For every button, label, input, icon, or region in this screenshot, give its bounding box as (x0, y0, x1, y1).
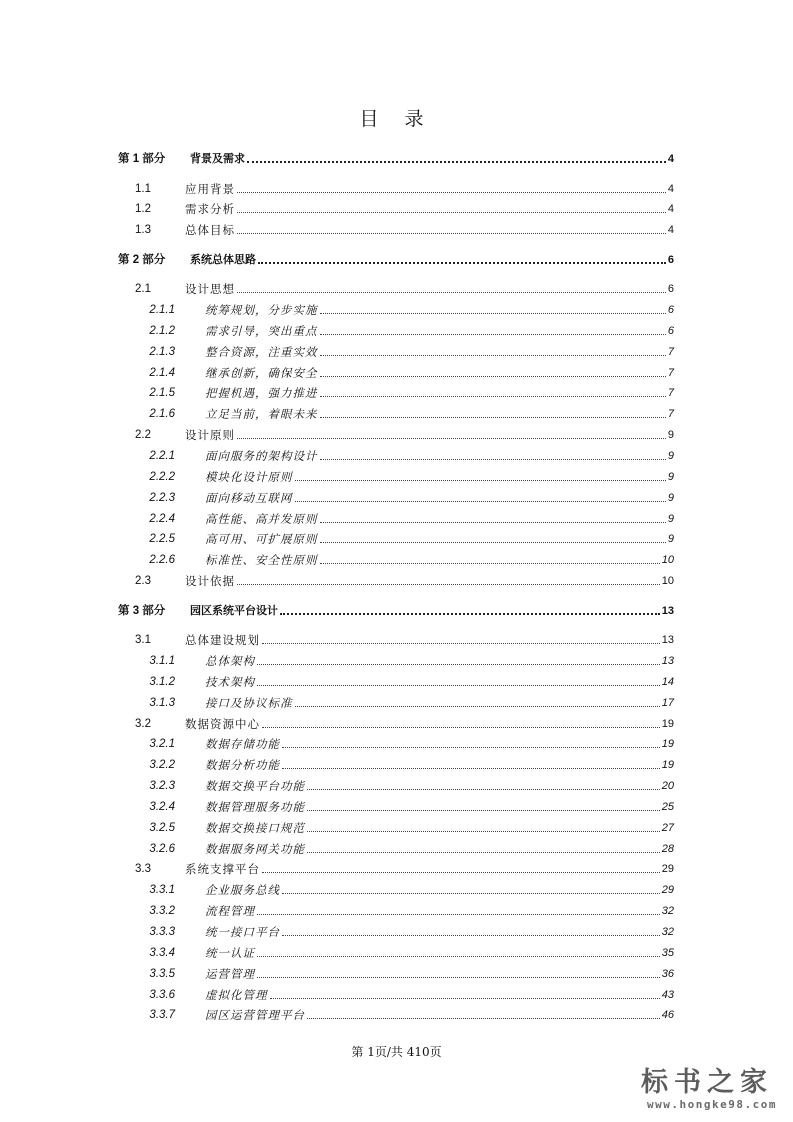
toc-entry-page: 4 (667, 224, 674, 237)
toc-entry[interactable] (118, 318, 674, 338)
toc-entry-page: 6 (667, 253, 674, 266)
toc-entry-page: 9 (667, 491, 674, 504)
toc-entry[interactable] (118, 485, 674, 505)
dot-leader (257, 976, 660, 978)
toc-entry-page: 20 (661, 780, 674, 793)
logo-text: 标书之家 (641, 1067, 773, 1098)
toc-entry[interactable] (118, 961, 674, 981)
toc-entry-title: 技术架构 (205, 674, 255, 689)
toc-entry-number: 3.2.1 (149, 738, 175, 751)
toc-entry[interactable] (118, 176, 674, 196)
toc-entry[interactable] (118, 836, 674, 856)
toc-entry-page: 29 (661, 884, 674, 897)
toc-entry-number: 2.1.2 (149, 324, 175, 337)
toc-entry-title: 运营管理 (205, 966, 255, 981)
dot-leader (237, 291, 666, 293)
toc-entry-title: 流程管理 (205, 904, 255, 919)
toc-entry-title: 数据存储功能 (205, 737, 280, 752)
toc-entry-page: 43 (661, 988, 674, 1001)
toc-entry-title: 企业服务总线 (205, 883, 280, 898)
dot-leader (270, 997, 660, 999)
toc-entry-title: 设计依据 (185, 574, 235, 589)
toc-entry-title: 总体架构 (205, 653, 255, 668)
toc-entry[interactable] (118, 380, 674, 400)
toc-entry-number: 3.3.2 (149, 905, 175, 918)
toc-entry[interactable] (118, 815, 674, 835)
toc-entry-title: 面向服务的架构设计 (205, 449, 318, 463)
toc-entry[interactable] (118, 464, 674, 484)
toc-entry-page: 9 (667, 470, 674, 483)
toc-entry-title: 整合资源，注重实效 (205, 344, 318, 359)
dot-leader (237, 211, 666, 213)
dot-leader (320, 312, 666, 314)
toc-entry-page: 7 (667, 366, 674, 379)
dot-leader (258, 261, 666, 264)
toc-entry-number: 3.3.1 (149, 884, 175, 897)
toc-entry-title: 数据交换平台功能 (205, 779, 305, 794)
toc-entry-title: 需求引导，突出重点 (205, 323, 318, 338)
toc-entry[interactable] (118, 526, 674, 546)
toc-entry-page: 25 (661, 800, 674, 813)
dot-leader (307, 788, 660, 790)
toc-entry-number: 2.2.1 (149, 450, 175, 462)
toc-entry-page: 14 (661, 675, 674, 688)
dot-leader (320, 416, 666, 418)
toc-entry-page: 7 (667, 345, 674, 358)
toc-entry-number: 3.2.4 (149, 800, 175, 813)
toc-entry-page: 27 (661, 821, 674, 834)
toc-entry-number: 3.1.3 (149, 696, 175, 709)
toc-entry-title: 虚拟化管理 (205, 987, 268, 1002)
dot-leader (237, 437, 666, 439)
toc-entry-page: 28 (661, 842, 674, 855)
dot-leader (282, 746, 660, 748)
toc-entry-number: 第 2 部分 (118, 253, 166, 266)
toc-entry-number: 2.2.6 (149, 554, 175, 567)
toc-entry[interactable] (118, 856, 674, 876)
toc-entry-number: 2.1.1 (149, 304, 175, 317)
dot-leader (257, 955, 660, 957)
toc-entry-page: 9 (667, 533, 674, 546)
toc-entry-title: 继承创新，确保安全 (205, 365, 318, 380)
toc-entry-page: 32 (661, 905, 674, 918)
toc-entry-number: 3.2.6 (149, 842, 175, 855)
toc-entry-number: 3.1.2 (149, 675, 175, 688)
toc-entry-number: 3.3.3 (149, 926, 175, 938)
toc-entry-number: 1.3 (135, 224, 151, 237)
toc-entry-title: 背景及需求 (190, 152, 245, 165)
toc-entry-page: 17 (661, 696, 674, 709)
toc-entry-page: 10 (661, 554, 674, 567)
toc-entry-number: 1.2 (135, 203, 151, 216)
toc-entry-page: 6 (667, 283, 674, 296)
toc-entry[interactable] (118, 794, 674, 814)
toc-entry[interactable] (118, 217, 674, 237)
toc-entry-number: 3.3.6 (149, 988, 175, 1001)
dot-leader (282, 892, 660, 894)
toc-entry-page: 13 (661, 654, 674, 667)
toc-entry-page: 7 (667, 408, 674, 421)
toc-entry-page: 6 (667, 324, 674, 337)
toc-entry[interactable] (118, 297, 674, 317)
page-footer: 第 1页/共 410页 (351, 1045, 442, 1059)
toc-entry-title: 接口及协议标准 (205, 695, 293, 710)
toc-entry-title: 数据服务网关功能 (205, 841, 305, 856)
toc-entry[interactable] (118, 360, 674, 380)
toc-entry-page: 19 (661, 759, 674, 772)
toc-entry-number: 3.3.7 (149, 1009, 175, 1022)
toc-entry-page: 4 (667, 203, 674, 216)
toc-entry[interactable] (118, 547, 674, 567)
dot-leader (307, 830, 660, 832)
toc-entry-number: 2.1.4 (149, 366, 175, 379)
toc-entry-number: 2.2 (135, 429, 151, 442)
dot-leader (257, 684, 660, 686)
toc-entry-number: 2.2.4 (149, 512, 175, 525)
toc-entry-number: 第 1 部分 (118, 153, 166, 165)
toc-entry-title: 高性能、高并发原则 (205, 511, 318, 526)
dot-leader (262, 726, 660, 728)
toc-entry-page: 9 (667, 450, 674, 462)
toc-entry-page: 4 (667, 182, 674, 195)
dot-leader (320, 541, 666, 543)
dot-leader (320, 395, 666, 397)
toc-entry-title: 设计原则 (185, 428, 235, 443)
toc-entry[interactable] (118, 648, 674, 668)
toc-entry-title: 数据分析功能 (205, 758, 280, 773)
toc-entry[interactable] (118, 690, 674, 710)
dot-leader (280, 612, 660, 615)
toc-entry[interactable] (118, 919, 674, 939)
toc-entry[interactable] (118, 598, 674, 618)
toc-entry-title: 标准性、安全性原则 (205, 553, 318, 568)
dot-leader (320, 521, 666, 523)
toc-entry[interactable] (118, 1002, 674, 1022)
toc-entry-page: 36 (661, 967, 674, 980)
dot-leader (320, 458, 666, 460)
dot-leader (295, 705, 660, 707)
toc-entry-title: 总体建设规划 (185, 633, 260, 648)
toc-entry[interactable] (118, 898, 674, 918)
toc-entry-title: 统一接口平台 (205, 925, 280, 939)
toc-entry-page: 13 (661, 634, 674, 647)
toc-entry-page: 4 (667, 153, 674, 165)
dot-leader (307, 1017, 660, 1019)
toc-entry[interactable] (118, 339, 674, 359)
page-title: 目 录 (359, 108, 434, 130)
toc-entry-number: 2.2.3 (149, 491, 175, 504)
toc-entry-title: 系统支撑平台 (185, 862, 260, 877)
dot-leader (262, 642, 660, 644)
toc-entry-page: 7 (667, 387, 674, 400)
toc-entry-page: 9 (667, 512, 674, 525)
toc-entry[interactable] (118, 752, 674, 772)
toc-entry-title: 数据交换接口规范 (205, 820, 305, 835)
toc-entry-title: 总体目标 (185, 223, 235, 238)
toc-entry[interactable] (118, 877, 674, 897)
toc-entry-page: 29 (661, 863, 674, 876)
toc-entry-number: 3.1 (135, 634, 151, 647)
toc-entry-title: 面向移动互联网 (205, 490, 293, 505)
toc-entry[interactable] (118, 773, 674, 793)
toc-entry-number: 3.3 (135, 863, 151, 876)
toc-entry-number: 3.1.1 (149, 654, 175, 667)
dot-leader (247, 160, 666, 163)
toc-entry-page: 6 (667, 304, 674, 317)
toc-entry-page: 32 (661, 926, 674, 938)
toc-entry-title: 设计思想 (185, 282, 235, 297)
toc-entry[interactable] (118, 669, 674, 689)
toc-entry[interactable] (118, 711, 674, 731)
dot-leader (307, 809, 660, 811)
toc-entry-page: 19 (661, 717, 674, 730)
toc-entry-page: 46 (661, 1009, 674, 1022)
dot-leader (257, 663, 660, 665)
toc-entry-title: 立足当前，着眼未来 (205, 407, 318, 422)
dot-leader (295, 479, 666, 481)
toc-entry-number: 2.1.5 (149, 387, 175, 400)
toc-entry[interactable] (118, 146, 674, 166)
toc-entry-title: 数据管理服务功能 (205, 799, 305, 814)
watermark-logo (620, 1060, 785, 1116)
toc-entry-title: 园区运营管理平台 (205, 1008, 305, 1023)
dot-leader (307, 851, 660, 853)
dot-leader (237, 583, 660, 585)
dot-leader (282, 934, 660, 936)
dot-leader (282, 767, 660, 769)
toc-entry-number: 2.1 (135, 283, 151, 296)
toc-entry-page: 35 (661, 946, 674, 959)
toc-entry[interactable] (118, 568, 674, 588)
dot-leader (257, 913, 660, 915)
toc-entry-number: 2.3 (135, 575, 151, 588)
toc-entry-title: 模块化设计原则 (205, 469, 293, 484)
toc-entry-number: 3.3.5 (149, 967, 175, 980)
toc-entry[interactable] (118, 731, 674, 751)
toc-entry-number: 2.2.5 (149, 533, 175, 546)
toc-entry-number: 2.1.3 (149, 345, 175, 358)
toc-entry-title: 系统总体思路 (190, 252, 256, 266)
toc-entry-title: 应用背景 (185, 181, 235, 196)
toc-entry-number: 3.2 (135, 717, 151, 730)
toc-entry[interactable] (118, 982, 674, 1002)
toc-entry-page: 13 (661, 604, 674, 617)
toc-entry-page: 10 (661, 575, 674, 588)
toc-entry-number: 3.2.2 (149, 759, 175, 772)
toc-entry[interactable] (118, 627, 674, 647)
toc-entry[interactable] (118, 401, 674, 421)
toc-entry[interactable] (118, 247, 674, 267)
dot-leader (320, 562, 660, 564)
toc-entry-number: 3.2.5 (149, 821, 175, 834)
toc-entry-number: 2.1.6 (149, 408, 175, 421)
dot-leader (237, 191, 666, 193)
toc-entry-title: 统筹规划，分步实施 (205, 303, 318, 318)
toc-entry[interactable] (118, 422, 674, 442)
dot-leader (320, 354, 666, 356)
dot-leader (237, 232, 666, 234)
toc-entry-title: 园区系统平台设计 (190, 603, 278, 617)
toc-entry-page: 9 (667, 429, 674, 442)
toc-entry-title: 把握机遇，强力推进 (205, 386, 318, 401)
toc-entry-number: 3.3.4 (149, 946, 175, 959)
toc-entry-title: 需求分析 (185, 202, 235, 217)
logo-url: www.hongke98.com (647, 1098, 777, 1111)
dot-leader (262, 871, 660, 873)
toc-entry[interactable] (118, 506, 674, 526)
dot-leader (320, 333, 666, 335)
toc-entry-title: 统一认证 (205, 945, 255, 960)
toc-entry[interactable] (118, 940, 674, 960)
toc-entry[interactable] (118, 443, 674, 463)
dot-leader (320, 375, 666, 377)
toc-entry-number: 1.1 (135, 182, 151, 195)
toc-entry-number: 2.2.2 (149, 470, 175, 483)
dot-leader (295, 500, 666, 502)
toc-entry[interactable] (118, 196, 674, 216)
toc-entry[interactable] (118, 276, 674, 296)
toc-entry-title: 数据资源中心 (185, 716, 260, 731)
toc-entry-number: 第 3 部分 (118, 604, 166, 617)
toc-entry-page: 19 (661, 738, 674, 751)
toc-entry-title: 高可用、可扩展原则 (205, 532, 318, 547)
toc-entry-number: 3.2.3 (149, 780, 175, 793)
